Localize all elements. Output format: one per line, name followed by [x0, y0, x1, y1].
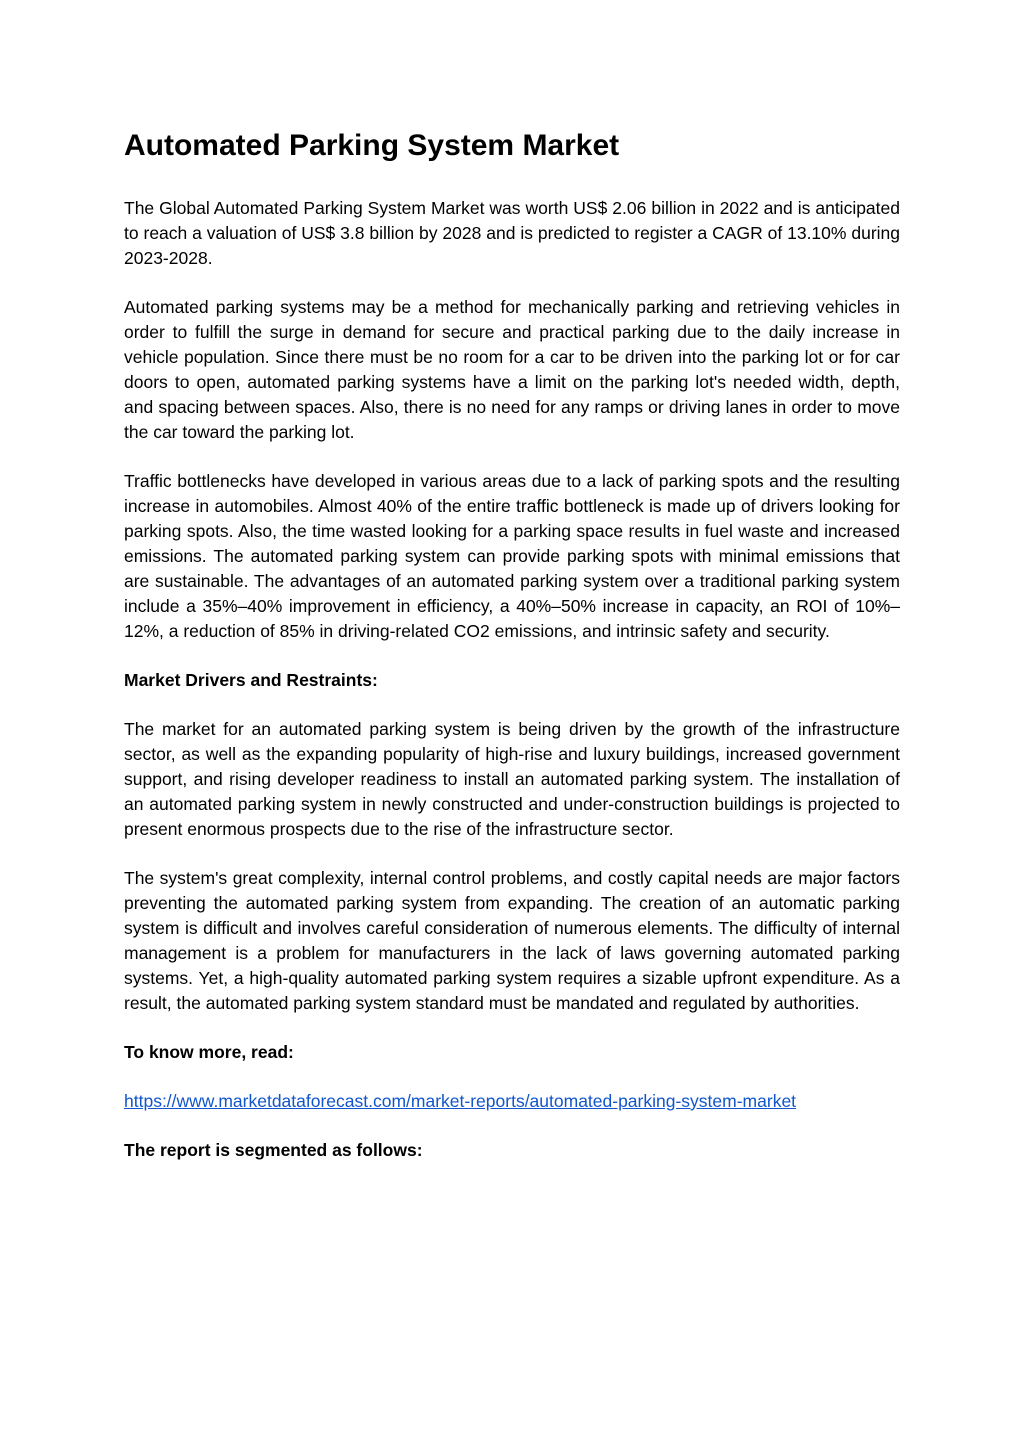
- document-page: [124, 126, 900, 1187]
- report-link[interactable]: https://www.marketdataforecast.com/market-reports/automated-parking-system-market: [124, 1091, 797, 1111]
- link-paragraph: [124, 1089, 900, 1114]
- drivers-paragraph: The market for an automated parking system is being driven by the growth of the infrastructure sector, as well as the expanding popularity of high-rise and luxury buildings, increased government support, and rising developer readiness to install an automated parking system. The installation of an automated parking system in newly constructed and under-construction buildings is projected to present enormous prospects due to the rise of the infrastructure sector.: [124, 719, 900, 839]
- restraints-paragraph: The system's great complexity, internal control problems, and costly capital needs are major factors preventing the automated parking system from expanding. The creation of an automatic parking system is difficult and involves careful consideration of numerous elements. The difficulty of internal management is a problem for manufacturers in the lack of laws governing automated parking systems. Yet, a high-quality automated parking system requires a sizable upfront expenditure. As a result, the automated parking system standard must be mandated and regulated by authorities.: [124, 868, 900, 1013]
- segmented-heading: The report is segmented as follows:: [124, 1140, 423, 1160]
- know-more-heading: To know more, read:: [124, 1042, 294, 1062]
- intro-paragraph: The Global Automated Parking System Market was worth US$ 2.06 billion in 2022 and is anticipated to reach a valuation of US$ 3.8 billion by 2028 and is predicted to register a CAGR of 13.10% during 2023-2028.: [124, 198, 900, 268]
- document-title: Automated Parking System Market: [124, 129, 620, 162]
- definition-paragraph: Automated parking systems may be a method for mechanically parking and retrieving vehicles in order to fulfill the surge in demand for secure and practical parking due to the daily increase in vehicle population. Since there must be no room for a car to be driven into the parking lot or for car doors to open, automated parking systems have a limit on the parking lot's needed width, depth, and spacing between spaces. Also, there is no need for any ramps or driving lanes in order to move the car toward the parking lot.: [124, 297, 900, 442]
- drivers-restraints-heading: Market Drivers and Restraints:: [124, 670, 378, 690]
- traffic-paragraph: Traffic bottlenecks have developed in various areas due to a lack of parking spots and the resulting increase in automobiles. Almost 40% of the entire traffic bottleneck is made up of drivers looking for parking spots. Also, the time wasted looking for a parking space results in fuel waste and increased emissions. The automated parking system can provide parking spots with minimal emissions that are sustainable. The advantages of an automated parking system over a traditional parking system include a 35%–40% improvement in efficiency, a 40%–50% increase in capacity, an ROI of 10%–12%, a reduction of 85% in driving-related CO2 emissions, and intrinsic safety and security.: [124, 471, 900, 641]
